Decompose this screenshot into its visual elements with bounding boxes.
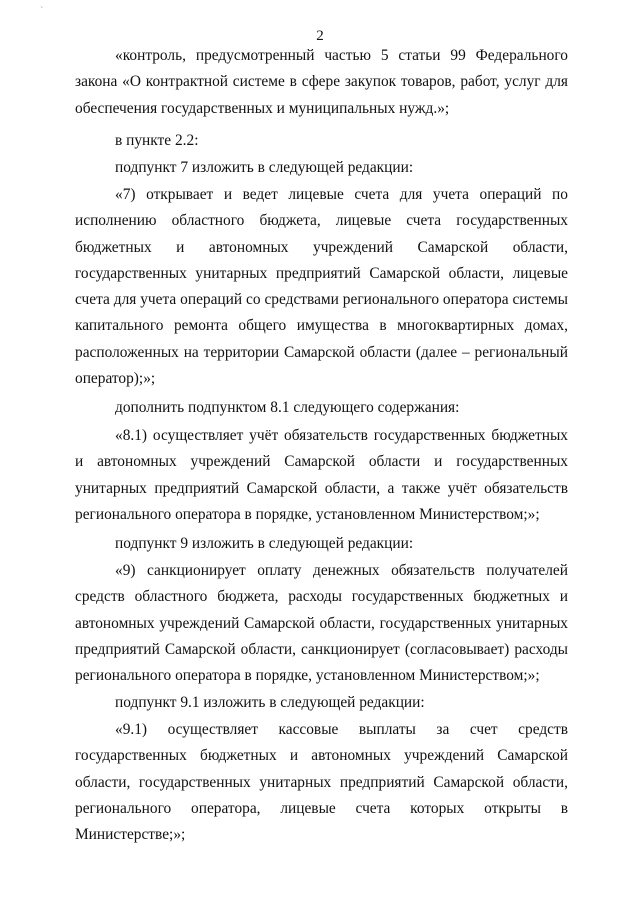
paragraph-5: дополнить подпунктом 8.1 следующего содержания:: [115, 399, 460, 416]
page-number: 2: [316, 28, 324, 44]
paragraph-7: подпункт 9 изложить в следующей редакции:: [115, 535, 414, 552]
paragraph-3: подпункт 7 изложить в следующей редакции:: [115, 159, 414, 176]
paragraph-10: «9.1) осуществляет кассовые выплаты за счет средств государственных бюджетных и автономных учреждений Самарской области, государственных унитарных предприятий Самарской области, регионального оператора, лицевые счета которых открыты в Министерстве;»;: [75, 721, 568, 844]
paragraph-8: «9) санкционирует оплату денежных обязательств получателей средств областного бюджета, расходы государственных бюджетных и автономных учреждений Самарской области, государственных унитарных предприятий Самарской области, санкционирует (согласовывает) расходы регионального оператора в порядке, установленном Министерством;»;: [75, 562, 568, 685]
paragraph-9: подпункт 9.1 изложить в следующей редакции:: [115, 694, 425, 711]
paragraph-1: «контроль, предусмотренный частью 5 статьи 99 Федерального закона «О контрактной системе в сфере закупок товаров, работ, услуг для обеспечения государственных и муниципальных нужд.»;: [75, 47, 568, 117]
paragraph-6: «8.1) осуществляет учёт обязательств государственных бюджетных и автономных учреждений Самарской области и государственных унитарных предприятий Самарской области, а также учёт обязательств регионального оператора в порядке, установленном Министерством;»;: [75, 427, 568, 523]
paragraph-2: в пункте 2.2:: [115, 132, 199, 149]
paragraph-4: «7) открывает и ведет лицевые счета для учета операций по исполнению областного бюджета, лицевые счета государственных бюджетных и автономных учреждений Самарской области, государственных унитарных предприятий Самарской области, лицевые счета для учета операций со средствами регионального оператора системы капитального ремонта общего имущества в многоквартирных домах, расположенных на территории Самарской области (далее – региональный оператор);»;: [75, 186, 568, 388]
scan-mark: `: [40, 6, 44, 17]
